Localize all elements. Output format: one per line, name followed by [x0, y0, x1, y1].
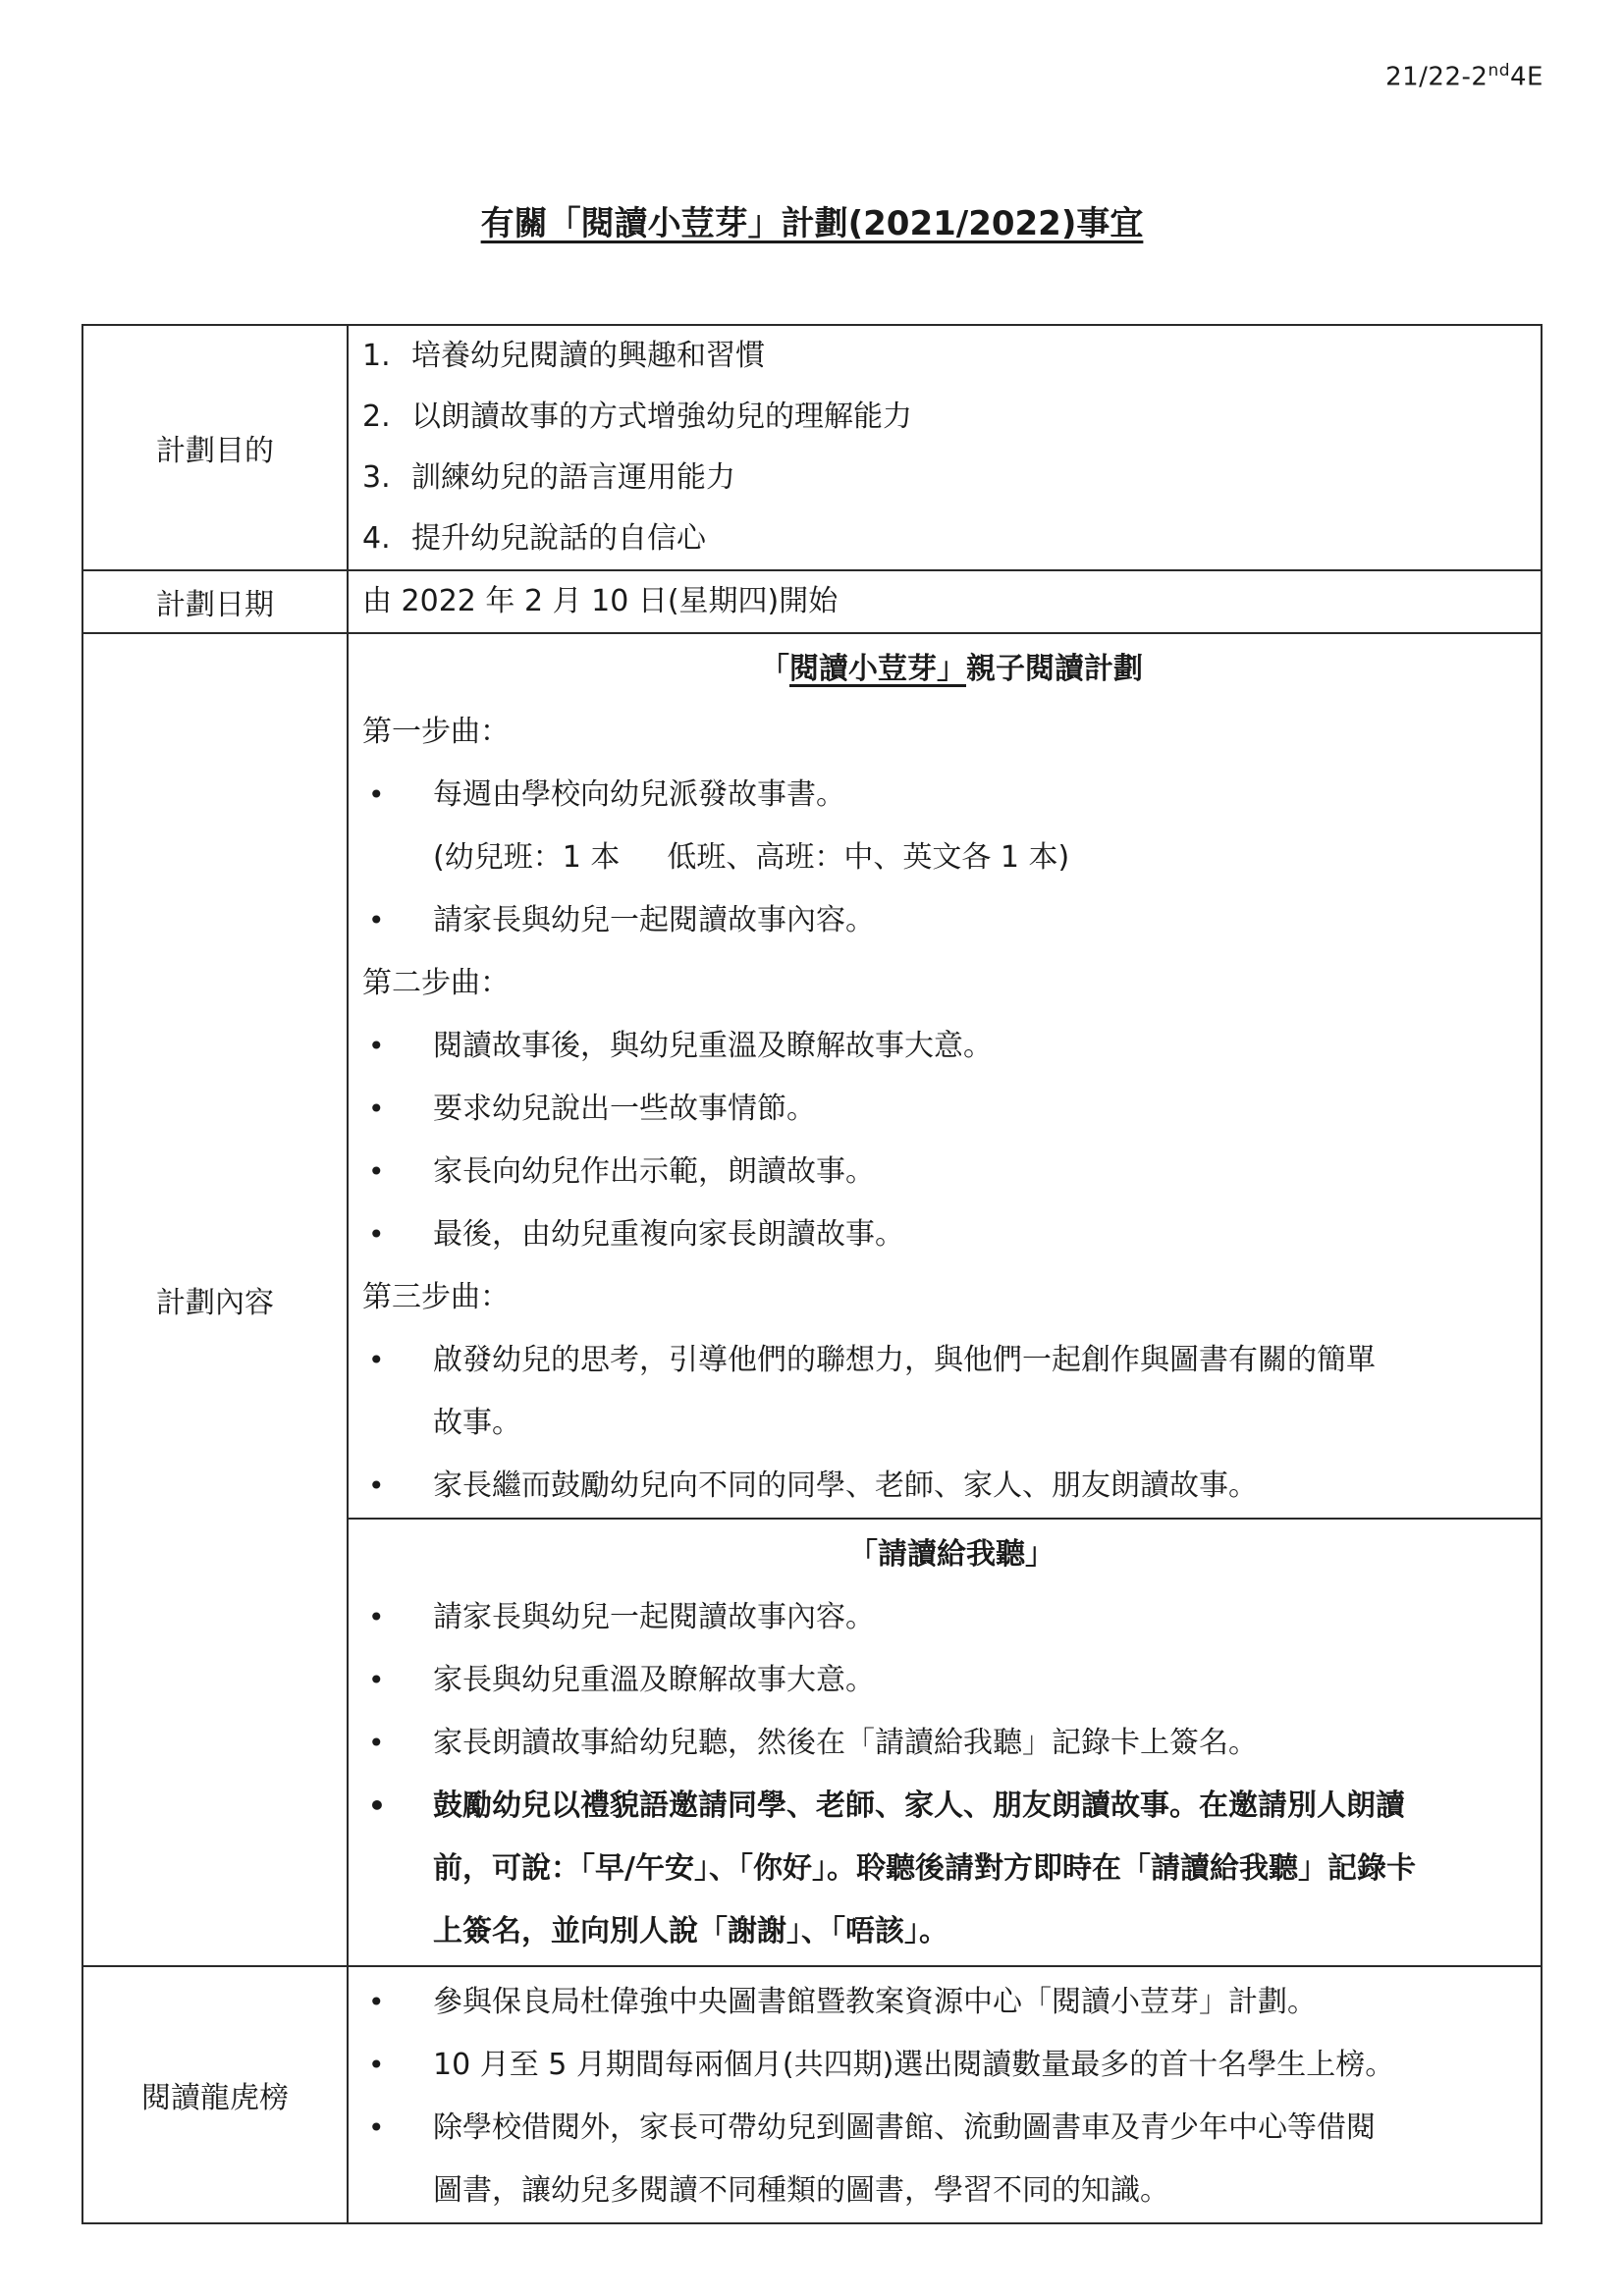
bullet-icon [362, 1971, 433, 2034]
bullet-item [362, 1203, 1541, 1266]
bullet-text: 除學校借閱外，家長可帶幼兒到圖書館、流動圖書車及青少年中心等借閱 [433, 2110, 1376, 2145]
bullet-item [362, 2034, 1541, 2097]
bullet-item [362, 2097, 1541, 2160]
bullet-item [362, 1078, 1541, 1141]
row-label-date: 計劃日期 [82, 570, 348, 633]
item-number: 1. [362, 339, 391, 373]
content-section-parent-child [348, 633, 1542, 1519]
purpose-item [362, 448, 1541, 508]
bullet-text: 最後，由幼兒重複向家長朗讀故事。 [433, 1217, 904, 1252]
bullet-text: 家長與幼兒重溫及瞭解故事大意。 [433, 1663, 875, 1697]
bullet-icon [362, 2097, 433, 2160]
bullet-icon [362, 1455, 433, 1518]
purpose-item [362, 326, 1541, 387]
bullet-text: 要求幼兒說出一些故事情節。 [433, 1092, 816, 1126]
bullet-icon [362, 1141, 433, 1203]
content-section-read-to-me [348, 1519, 1542, 1966]
note-b: 低班、高班：中、英文各 1 本) [667, 840, 1070, 875]
bullet-text: 家長向幼兒作出示範，朗讀故事。 [433, 1154, 875, 1189]
bullet-text: 請家長與幼兒一起閱讀故事內容。 [433, 903, 875, 937]
bullet-item [362, 889, 1541, 952]
item-text: 訓練幼兒的語言運用能力 [411, 460, 735, 495]
bullet-icon [362, 1586, 433, 1649]
bullet-item [362, 1712, 1541, 1775]
bullet-icon [362, 1649, 433, 1712]
step-heading: 第一步曲： [362, 715, 510, 749]
bullet-item-bold [362, 1775, 1541, 1838]
bullet-icon [362, 764, 433, 827]
item-number: 2. [362, 400, 391, 434]
bullet-icon [362, 1712, 433, 1775]
document-code-main: 21/22-2 [1385, 62, 1489, 92]
bullet-icon [362, 1015, 433, 1078]
bullet-icon [362, 2034, 433, 2097]
plan-date-text: 由 2022 年 2 月 10 日(星期四)開始 [362, 584, 839, 618]
table-row-purpose [82, 325, 1542, 570]
purpose-content [348, 325, 1542, 570]
bullet-text: 啟發幼兒的思考，引導他們的聯想力，與他們一起創作與圖書有關的簡單 [433, 1343, 1376, 1377]
row-label-content: 計劃內容 [82, 633, 348, 1966]
row-label-ranking: 閱讀龍虎榜 [82, 1966, 348, 2223]
bullet-icon [362, 1078, 433, 1141]
table-row-date [82, 570, 1542, 633]
bullet-continuation: 上簽名，並向別人說「謝謝」、「唔該」。 [433, 1914, 948, 1949]
section-heading [362, 638, 1541, 701]
table-row-content [82, 633, 1542, 1519]
purpose-item [362, 508, 1541, 569]
bullet-text: 10 月至 5 月期間每兩個月(共四期)選出閱讀數量最多的首十名學生上榜。 [433, 2048, 1395, 2082]
bullet-text: 閱讀故事後，與幼兒重溫及瞭解故事大意。 [433, 1029, 993, 1063]
bullet-text: 每週由學校向幼兒派發故事書。 [433, 777, 845, 812]
item-number: 3. [362, 460, 391, 495]
document-title [0, 196, 1624, 244]
step-heading: 第二步曲： [362, 966, 510, 1000]
purpose-item [362, 387, 1541, 448]
bullet-item [362, 1015, 1541, 1078]
bullet-continuation: 圖書，讓幼兒多閱讀不同種類的圖書，學習不同的知識。 [433, 2173, 1169, 2208]
bullet-text: 鼓勵幼兒以禮貌語邀請同學、老師、家人、朋友朗讀故事。在邀請別人朗讀 [433, 1789, 1405, 1823]
step-heading: 第三步曲： [362, 1280, 510, 1314]
bullet-text: 家長繼而鼓勵幼兒向不同的同學、老師、家人、朋友朗讀故事。 [433, 1468, 1258, 1503]
heading-underlined: 閱讀小荳芽」 [789, 652, 966, 686]
bullet-item [362, 1586, 1541, 1649]
item-text: 以朗讀故事的方式增強幼兒的理解能力 [411, 400, 912, 434]
note-a: (幼兒班：1 本 [433, 840, 621, 875]
bullet-item [362, 1649, 1541, 1712]
heading-rest: 親子閱讀計劃 [966, 652, 1143, 686]
item-text: 培養幼兒閱讀的興趣和習慣 [411, 339, 765, 373]
document-code-suffix: 4E [1510, 62, 1543, 92]
bullet-item [362, 764, 1541, 827]
document-code [1385, 61, 1543, 92]
bullet-item [362, 1329, 1541, 1392]
bullet-text: 請家長與幼兒一起閱讀故事內容。 [433, 1600, 875, 1634]
bullet-item [362, 1971, 1541, 2034]
plan-table [81, 324, 1543, 2224]
bullet-icon [362, 889, 433, 952]
date-content [348, 570, 1542, 633]
bullet-text: 參與保良局杜偉強中央圖書館暨教案資源中心「閱讀小荳芽」計劃。 [433, 1985, 1317, 2019]
heading-bracket: 「 [760, 652, 789, 686]
item-number: 4. [362, 521, 391, 556]
bullet-icon [362, 1203, 433, 1266]
document-title-text: 有關「閱讀小荳芽」計劃(2021/2022)事宜 [480, 204, 1144, 243]
bullet-continuation: 故事。 [433, 1406, 521, 1440]
item-text: 提升幼兒說話的自信心 [411, 521, 706, 556]
bullet-item [362, 1455, 1541, 1518]
bullet-text: 家長朗讀故事給幼兒聽，然後在「請讀給我聽」記錄卡上簽名。 [433, 1726, 1258, 1760]
bullet-icon [362, 1775, 433, 1838]
document-code-sup: nd [1488, 61, 1511, 80]
bullet-icon [362, 1329, 433, 1392]
ranking-content [348, 1966, 1542, 2223]
note-line [362, 827, 1541, 889]
row-label-purpose: 計劃目的 [82, 325, 348, 570]
table-row-ranking [82, 1966, 1542, 2223]
bullet-item [362, 1141, 1541, 1203]
bullet-continuation: 前，可說：「早/午安」、「你好」。聆聽後請對方即時在「請讀給我聽」記錄卡 [433, 1851, 1416, 1886]
section-heading: 「請讀給我聽」 [848, 1537, 1055, 1572]
